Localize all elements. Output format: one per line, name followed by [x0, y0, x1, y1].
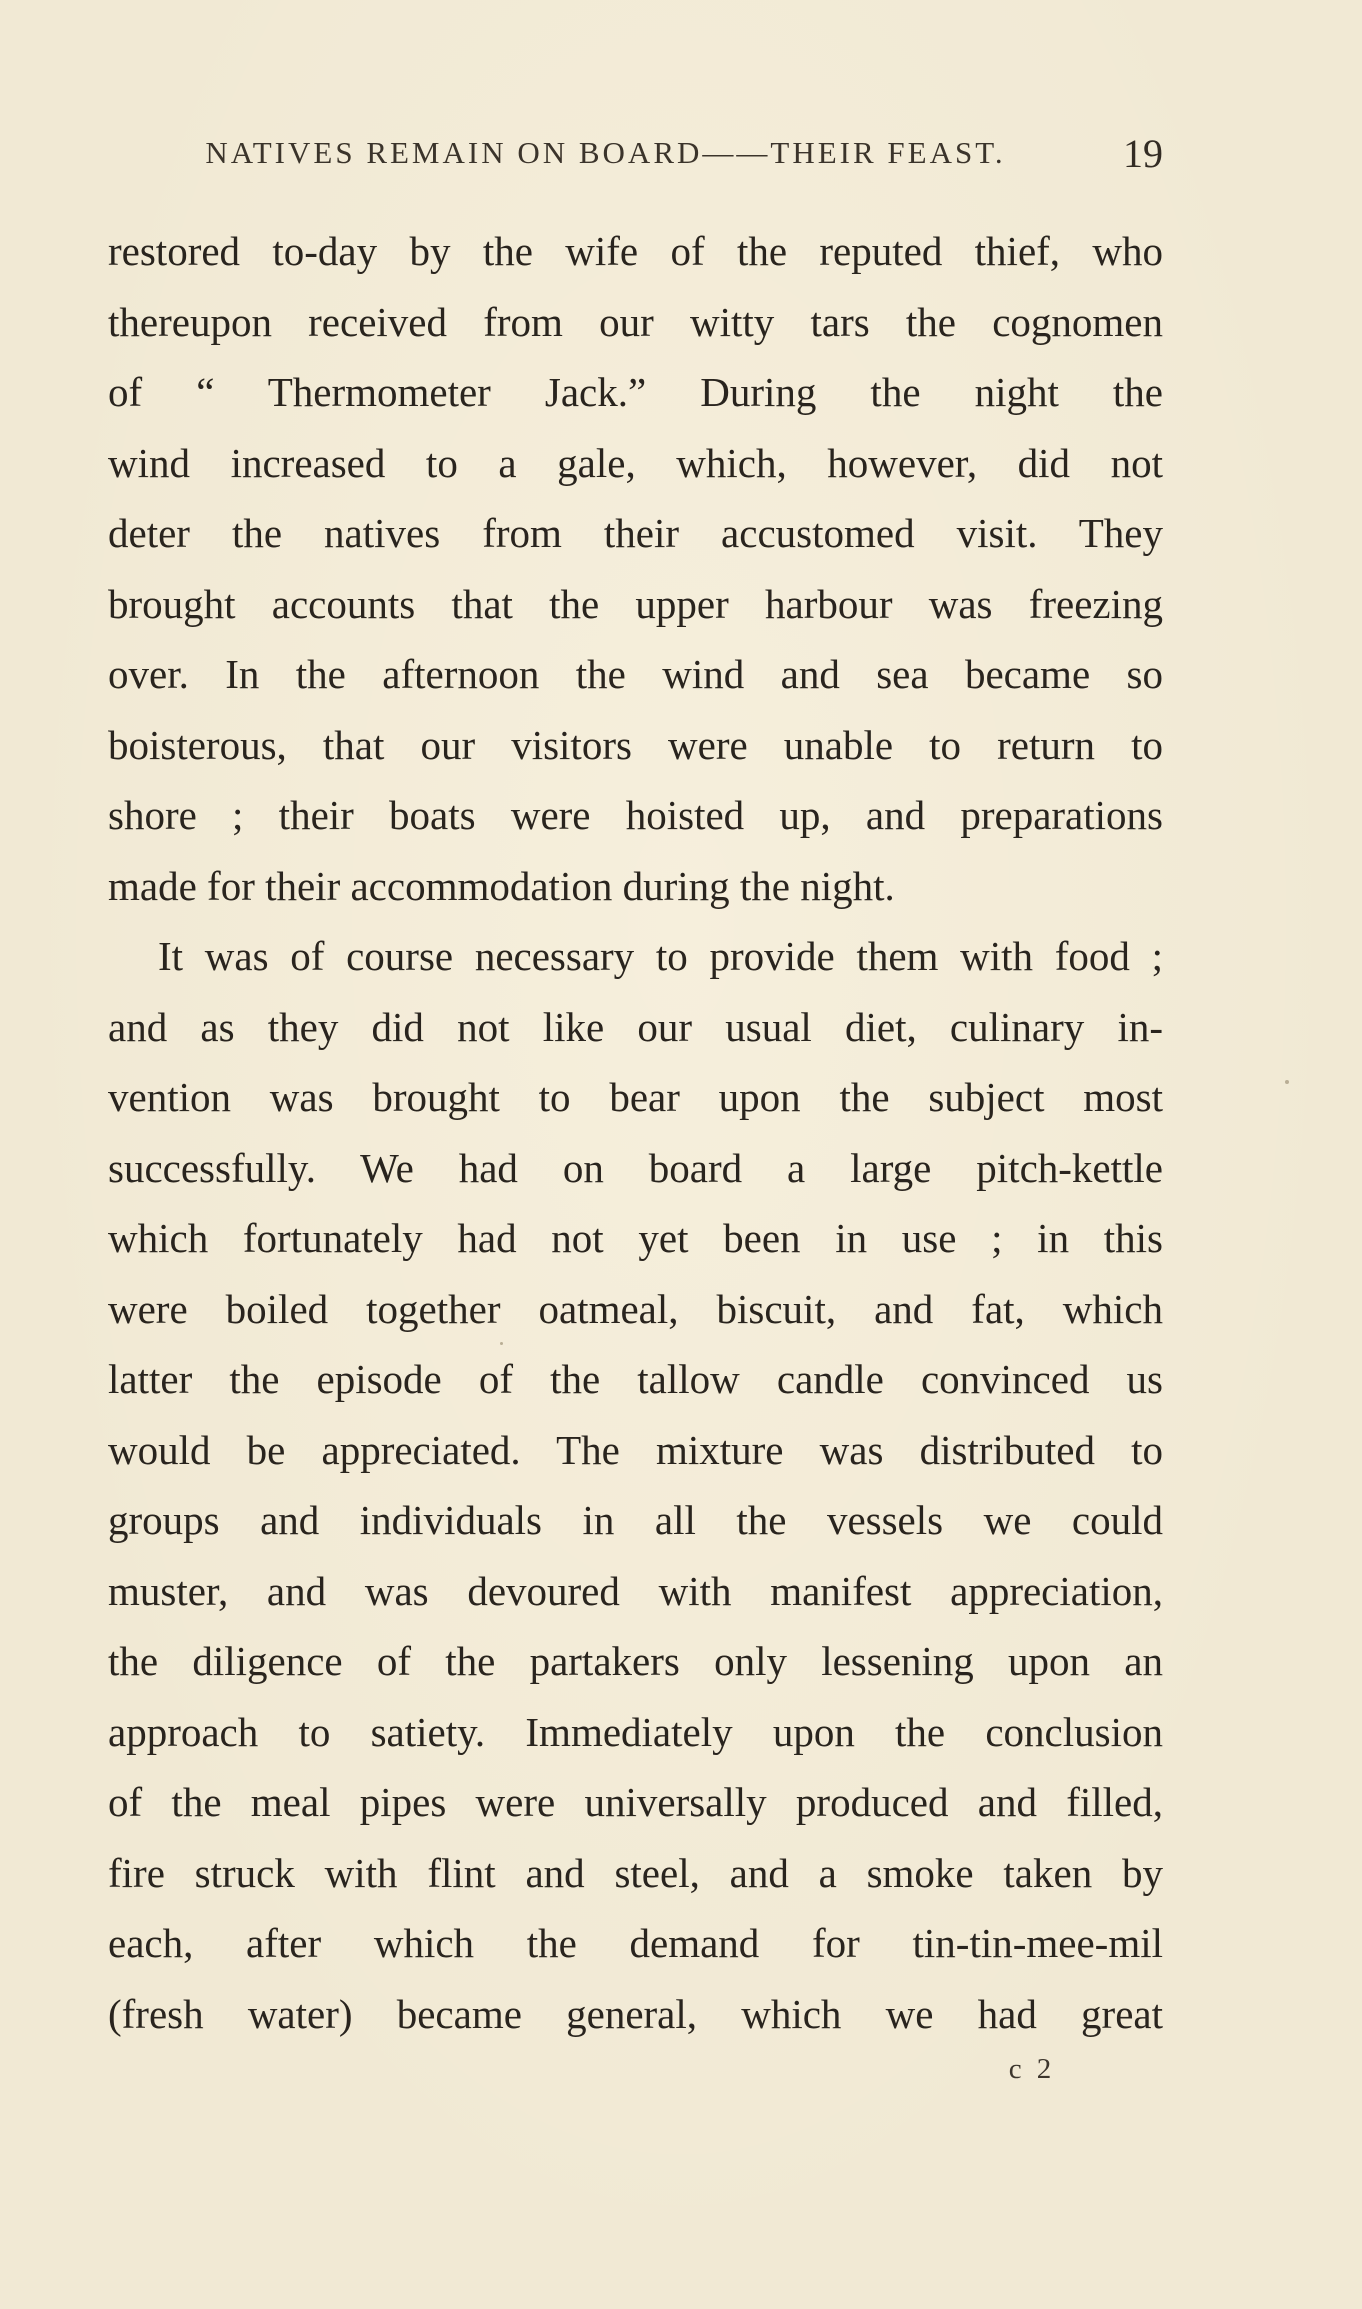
paper-speck: [500, 1342, 503, 1345]
text-line: the diligence of the partakers only lessening upon an: [108, 1638, 1163, 1684]
paragraph-first-line: It was of course necessary to provide them with food ;: [158, 933, 1163, 979]
text-line: and as they did not like our usual diet, culinary in-: [108, 1003, 1163, 1050]
text-line: latter the episode of the tallow candle convinced us: [108, 1356, 1163, 1402]
text-line: fire struck with flint and steel, and a smoke taken by: [108, 1849, 1163, 1896]
text-line: groups and individuals in all the vessels we could: [108, 1497, 1163, 1543]
text-line: approach to satiety. Immediately upon the conclusion: [108, 1708, 1163, 1755]
text-line: shore ; their boats were hoisted up, and preparations: [108, 792, 1163, 838]
text-line: vention was brought to bear upon the subject most: [108, 1074, 1163, 1120]
text-line: thereupon received from our witty tars the cognomen: [108, 298, 1163, 345]
text-line: were boiled together oatmeal, biscuit, and fat, which: [108, 1285, 1163, 1332]
text-line: would be appreciated. The mixture was distributed to: [108, 1426, 1163, 1473]
paper-speck: [1285, 1080, 1289, 1084]
signature-mark: c 2: [1008, 2053, 1056, 2085]
text-line: wind increased to a gale, which, however, did not: [108, 439, 1163, 486]
text-line: of the meal pipes were universally produced and filled,: [108, 1779, 1163, 1825]
page-number: 19: [1123, 130, 1163, 176]
text-line: which fortunately had not yet been in use ; in this: [108, 1215, 1163, 1261]
text-line: brought accounts that the upper harbour was freezing: [108, 580, 1163, 627]
text-line: successfully. We had on board a large pitch-kettle: [108, 1144, 1163, 1191]
paragraph-end-line: made for their accommodation during the night.: [108, 862, 895, 909]
body-text: [108, 216, 1163, 2049]
text-line: deter the natives from their accustomed visit. They: [108, 510, 1163, 556]
text-line: (fresh water) became general, which we had great: [108, 1990, 1163, 2037]
running-head: [108, 128, 1163, 178]
text-line: restored to-day by the wife of the reputed thief, who: [108, 228, 1163, 274]
text-line: boisterous, that our visitors were unable to return to: [108, 721, 1163, 768]
running-head-title: NATIVES REMAIN ON BOARD——THEIR FEAST.: [205, 135, 1006, 170]
text-line: each, after which the demand for tin-tin-mee-mil: [108, 1920, 1163, 1966]
text-line: over. In the afternoon the wind and sea became so: [108, 651, 1163, 697]
text-line: of “ Thermometer Jack.” During the night the: [108, 369, 1163, 415]
text-line: muster, and was devoured with manifest appreciation,: [108, 1567, 1163, 1614]
